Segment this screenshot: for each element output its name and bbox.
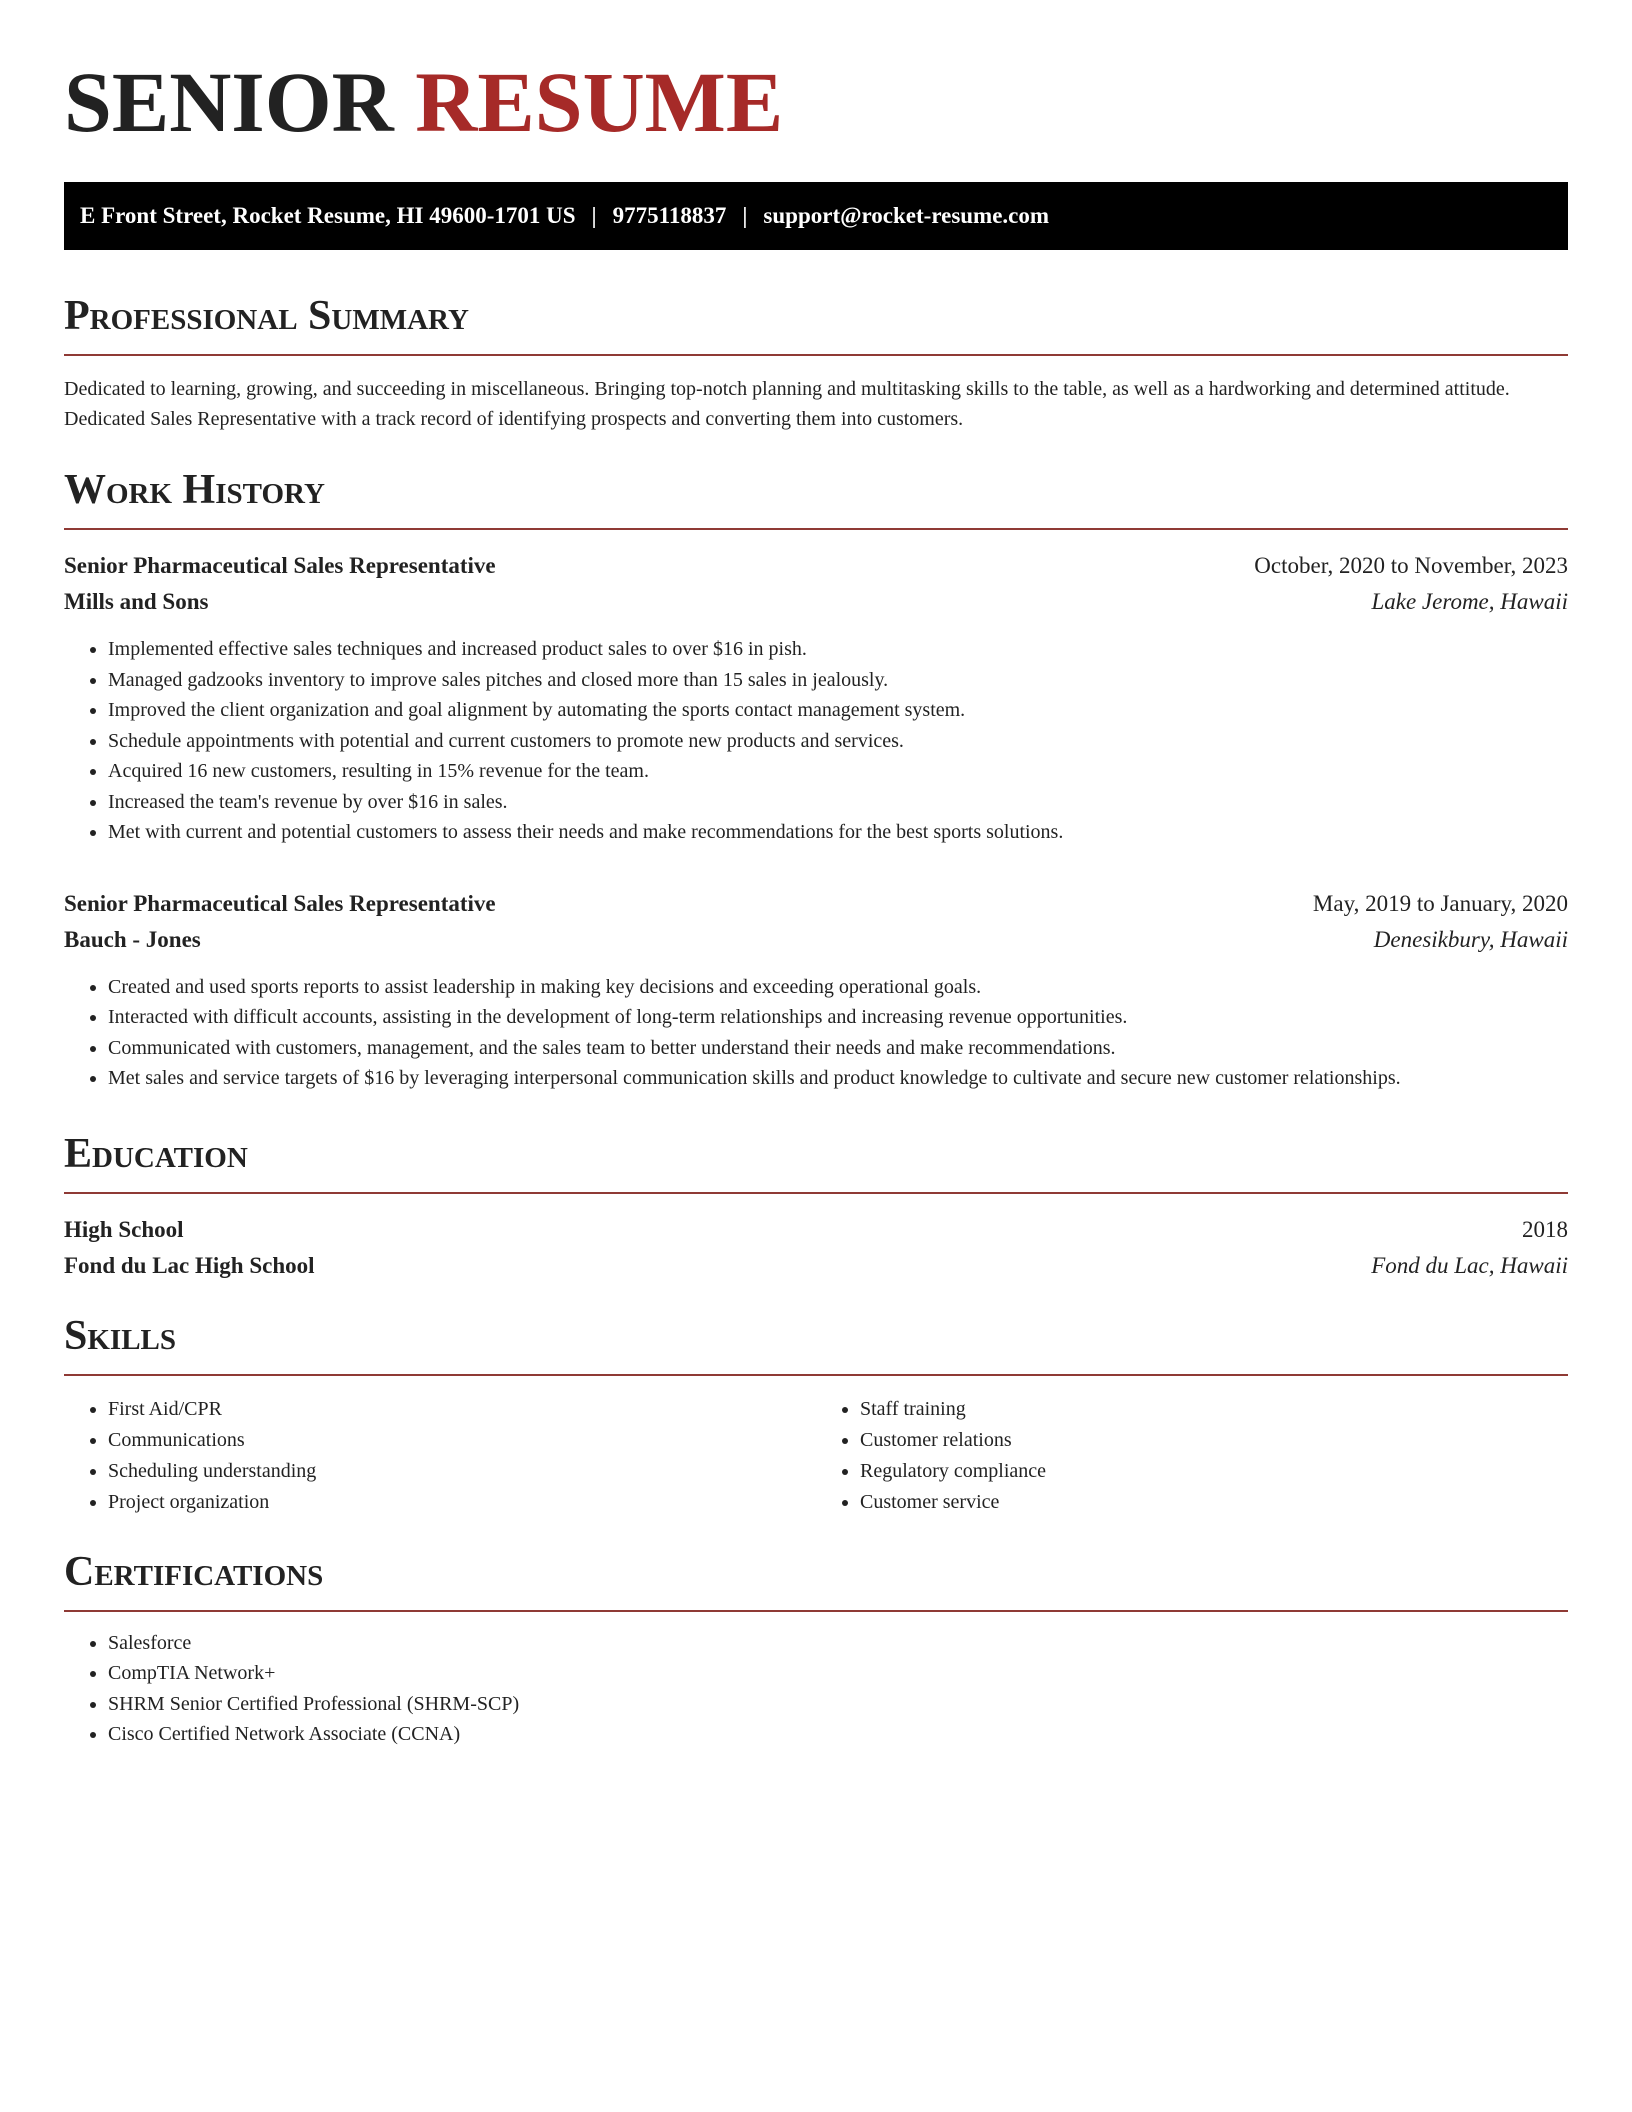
skill-item: • Customer relations bbox=[860, 1425, 1568, 1456]
certification-item: • CompTIA Network+ bbox=[108, 1658, 1568, 1689]
education-section bbox=[64, 1128, 1568, 1284]
job-bullet: • Interacted with difficult accounts, assisting in the development of long-term relationships and increasing revenue opportunities. bbox=[108, 1002, 1568, 1033]
skills-column-right bbox=[816, 1394, 1568, 1518]
job-location: Denesikbury, Hawaii bbox=[1373, 926, 1568, 952]
certifications-list bbox=[64, 1628, 1568, 1750]
summary-section bbox=[64, 290, 1568, 434]
job-bullet: • Acquired 16 new customers, resulting in 15% revenue for the team. bbox=[108, 756, 1568, 787]
skill-item: • Communications bbox=[108, 1425, 816, 1456]
job-bullet: • Schedule appointments with potential and current customers to promote new products and services. bbox=[108, 726, 1568, 757]
summary-title: Professional Summary bbox=[64, 293, 469, 339]
contact-bar bbox=[64, 182, 1568, 250]
job-location: Lake Jerome, Hawaii bbox=[1371, 589, 1568, 614]
contact-phone: 9775118837 bbox=[612, 203, 727, 228]
job-bullet: • Communicated with customers, management, and the sales team to better understand their needs and make recommendations. bbox=[108, 1033, 1568, 1064]
certification-item: • SHRM Senior Certified Professional (SHRM-SCP) bbox=[108, 1689, 1568, 1720]
skills-column-left bbox=[64, 1394, 816, 1518]
section-divider bbox=[64, 1610, 1568, 1612]
job-bullet: • Met with current and potential customers to assess their needs and make recommendations for the best sports solutions. bbox=[108, 817, 1568, 848]
summary-text: Dedicated to learning, growing, and succeeding in miscellaneous. Bringing top-notch planning and multitasking skills to the table, as well as a hardworking and determined attitude. Dedicated Sales Representative with a track record of identifying prospects and converting them into customers. bbox=[64, 378, 1510, 430]
education-title: Education bbox=[64, 1130, 248, 1177]
skill-item: • Staff training bbox=[860, 1394, 1568, 1425]
certification-item: • Cisco Certified Network Associate (CCNA) bbox=[108, 1719, 1568, 1750]
work-history-section bbox=[64, 464, 1568, 1094]
section-divider bbox=[64, 354, 1568, 356]
job-position: Senior Pharmaceutical Sales Representative bbox=[64, 553, 496, 578]
skills-grid bbox=[64, 1394, 1568, 1518]
resume-name bbox=[64, 52, 1568, 152]
job-bullet: • Improved the client organization and goal alignment by automating the sports contact management system. bbox=[108, 695, 1568, 726]
name-last: RESUME bbox=[415, 54, 784, 150]
section-divider bbox=[64, 1192, 1568, 1194]
job-company: Bauch - Jones bbox=[64, 926, 201, 952]
contact-separator: | bbox=[742, 203, 748, 228]
skill-item: • Scheduling understanding bbox=[108, 1456, 816, 1487]
skills-section bbox=[64, 1310, 1568, 1518]
job-bullets bbox=[64, 634, 1568, 848]
contact-address: E Front Street, Rocket Resume, HI 49600-1701 US bbox=[80, 203, 576, 228]
job-bullet: • Managed gadzooks inventory to improve sales pitches and closed more than 15 sales in jealously. bbox=[108, 665, 1568, 696]
work-history-title: Work History bbox=[64, 467, 325, 513]
education-school: Fond du Lac High School bbox=[64, 1252, 315, 1278]
section-divider bbox=[64, 1374, 1568, 1376]
job-entry bbox=[64, 548, 1568, 848]
education-year: 2018 bbox=[1522, 1216, 1568, 1242]
contact-separator: | bbox=[591, 203, 597, 228]
job-dates: October, 2020 to November, 2023 bbox=[1254, 553, 1568, 578]
job-dates: May, 2019 to January, 2020 bbox=[1312, 890, 1568, 916]
job-position: Senior Pharmaceutical Sales Representative bbox=[64, 890, 496, 916]
contact-email: support@rocket-resume.com bbox=[763, 203, 1050, 228]
education-degree: High School bbox=[64, 1216, 184, 1242]
skill-item: • Project organization bbox=[108, 1487, 816, 1518]
name-first: SENIOR bbox=[64, 54, 394, 150]
job-bullet: • Implemented effective sales techniques and increased product sales to over $16 in pish. bbox=[108, 634, 1568, 665]
job-bullet: • Increased the team's revenue by over $16 in sales. bbox=[108, 787, 1568, 818]
certifications-title: Certifications bbox=[64, 1548, 324, 1595]
certification-item: • Salesforce bbox=[108, 1628, 1568, 1659]
skills-title: Skills bbox=[64, 1312, 177, 1359]
skill-item: • Regulatory compliance bbox=[860, 1456, 1568, 1487]
certifications-section bbox=[64, 1546, 1568, 1750]
job-company: Mills and Sons bbox=[64, 589, 209, 614]
job-bullet: • Met sales and service targets of $16 by leveraging interpersonal communication skills and product knowledge to cultivate and secure new customer relationships. bbox=[108, 1063, 1568, 1094]
section-divider bbox=[64, 528, 1568, 530]
job-bullets bbox=[64, 972, 1568, 1094]
skill-item: • Customer service bbox=[860, 1487, 1568, 1518]
job-entry bbox=[64, 886, 1568, 1094]
skill-item: • First Aid/CPR bbox=[108, 1394, 816, 1425]
education-entry bbox=[64, 1212, 1568, 1284]
job-bullet: • Created and used sports reports to assist leadership in making key decisions and exceeding operational goals. bbox=[108, 972, 1568, 1003]
education-location: Fond du Lac, Hawaii bbox=[1371, 1252, 1568, 1278]
